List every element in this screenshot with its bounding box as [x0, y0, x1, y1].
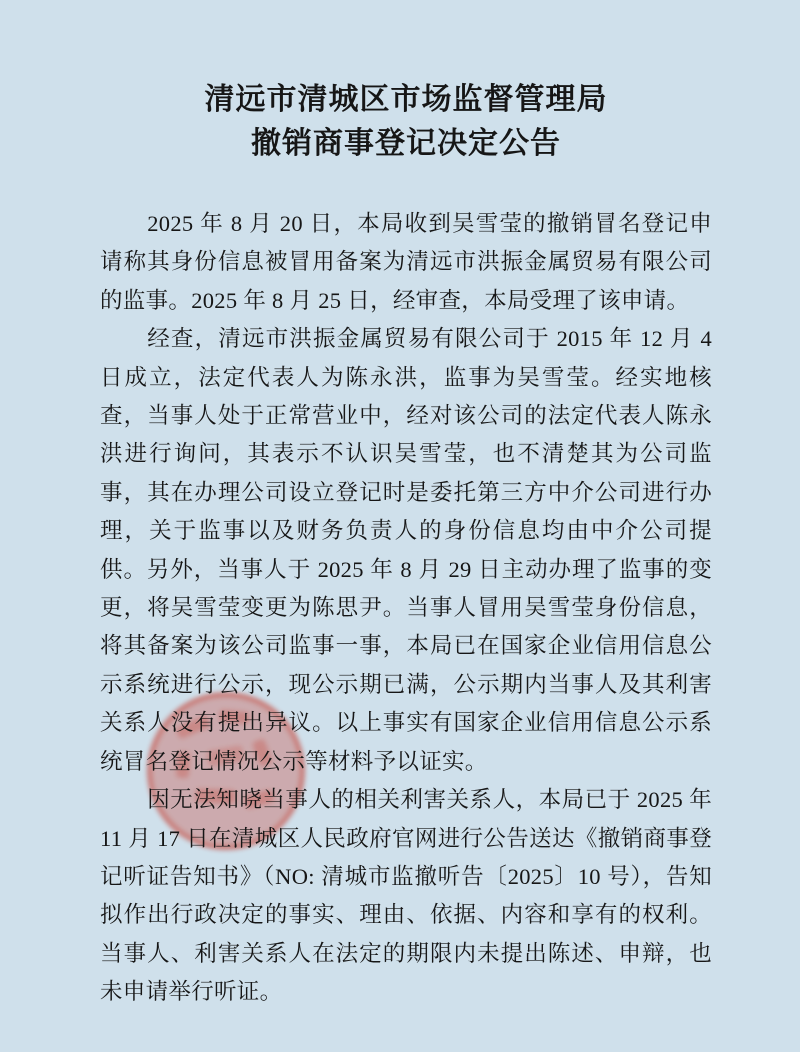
- title-subject-line: 撤销商事登记决定公告: [251, 127, 561, 160]
- paragraph-application-received: 2025 年 8 月 20 日，本局收到吴雪莹的撤销冒名登记申请称其身份信息被冒用备案为清远市洪振金属贸易有限公司的监事。2025 年 8 月 25 日，经审查，本局受理了该申请。: [100, 211, 712, 313]
- paragraph-hearing-notice-delivery: 因无法知晓当事人的相关利害关系人，本局已于 2025 年 11 月 17 日在清城区人民政府官网进行公告送达《撤销商事登记听证告知书》（NO: 清城市监撤听告〔2025〕10 号），告知拟作出行政决定的事实、理由、依据、内容和享有的权利。当事人、利害关系人在法定的期限内未提出陈述、申辩，也未申请举行听证。: [100, 787, 712, 1005]
- notice-content: [100, 78, 712, 1012]
- paragraph-investigation-findings: 经查，清远市洪振金属贸易有限公司于 2015 年 12 月 4 日成立，法定代表人为陈永洪，监事为吴雪莹。经实地核查，当事人处于正常营业中，经对该公司的法定代表人陈永洪进行询问，其表示不认识吴雪莹，也不清楚其为公司监事，其在办理公司设立登记时是委托第三方中介公司进行办理，关于监事以及财务负责人的身份信息均由中介公司提供。另外，当事人于 2025 年 8 月 29 日主动办理了监事的变更，将吴雪莹变更为陈思尹。当事人冒用吴雪莹身份信息，将其备案为该公司监事一事，本局已在国家企业信用信息公示系统进行公示，现公示期已满，公示期内当事人及其利害关系人没有提出异议。以上事实有国家企业信用信息公示系统冒名登记情况公示等材料予以证实。: [100, 326, 712, 774]
- title-authority-line: 清远市清城区市场监督管理局: [204, 83, 608, 116]
- notice-title: [100, 78, 712, 166]
